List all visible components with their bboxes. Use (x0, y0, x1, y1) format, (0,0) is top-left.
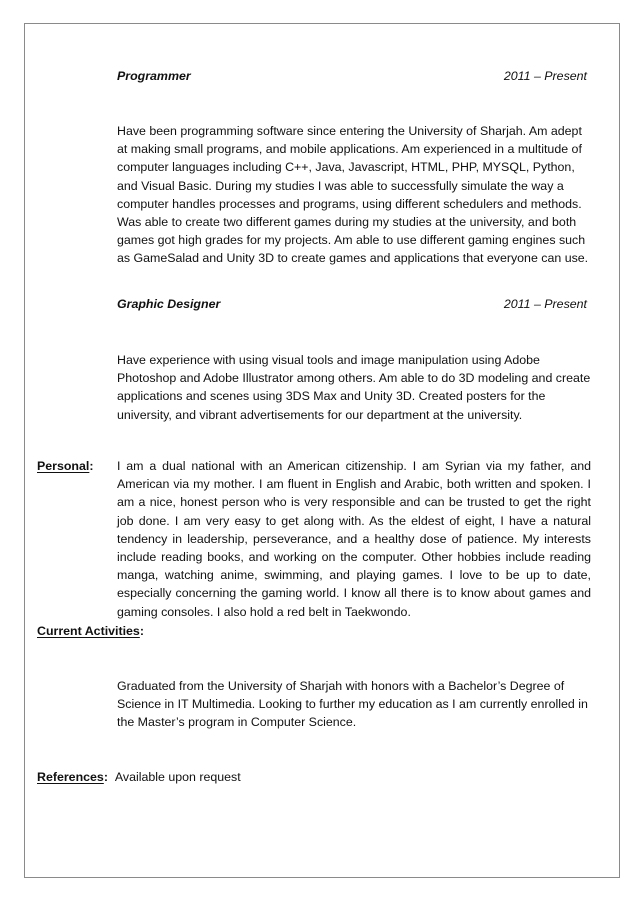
current-activities-heading: Current Activities (37, 624, 140, 638)
current-activities-label (37, 622, 144, 640)
job-header-graphic-designer (117, 295, 587, 313)
references-text: Available upon request (114, 770, 241, 784)
references-colon: : (103, 770, 108, 784)
references-heading: References (37, 770, 104, 784)
references-label (37, 768, 241, 786)
job-header-programmer (117, 67, 587, 85)
personal-heading: Personal (37, 459, 90, 473)
job-title: Programmer (117, 69, 191, 83)
job-description-programmer: Have been programming software since entering the University of Sharjah. Am adept at making small programs, and mobile applications. Am experienced in a multitude of computer languages including C++, Java, Javascript, HTML, PHP, MYSQL, Python, and Visual Basic. During my studies I was able to successfully simulate the way a computer handles processes and programs, using different schedulers and methods. Was able to create two different games during my studies at the university, and both games got high grades for my projects. Am able to use different gaming engines such as GameSalad and Unity 3D to create games and applications that everyone can use. (117, 124, 589, 266)
current-activities-text: Graduated from the University of Sharjah with honors with a Bachelor’s Degree of Science in IT Multimedia. Looking to further my education as I am currently enrolled in the Master’s program in Computer Science. (117, 679, 588, 730)
job-title: Graphic Designer (117, 297, 221, 311)
personal-text: I am a dual national with an American citizenship. I am Syrian via my father, and American via my mother. I am fluent in English and Arabic, both written and spoken. I am a nice, honest person who is very responsible and can be trusted to get the right job done. I am very easy to get along with. As the eldest of eight, I have a natural tendency in leadership, perseverance, and a healthy dose of patience. My interests include reading books, and working on the computer. Other hobbies include reading manga, watching anime, swimming, and playing games. I love to be up to date, especially concerning the gaming world. I know all there is to know about games and gaming consoles. I also hold a red belt in Taekwondo. (117, 459, 591, 619)
job-dates: 2011 – Present (503, 297, 587, 311)
job-description-graphic-designer: Have experience with using visual tools and image manipulation using Adobe Photoshop and Adobe Illustrator among others. Am able to do 3D modeling and create applications and scenes using 3DS Max and Unity 3D. Created posters for the university, and vibrant advertisements for our department at the university. (117, 353, 591, 422)
current-activities-colon: : (139, 624, 144, 638)
personal-colon: : (89, 459, 94, 473)
job-dates: 2011 – Present (503, 69, 587, 83)
personal-label (37, 457, 93, 475)
